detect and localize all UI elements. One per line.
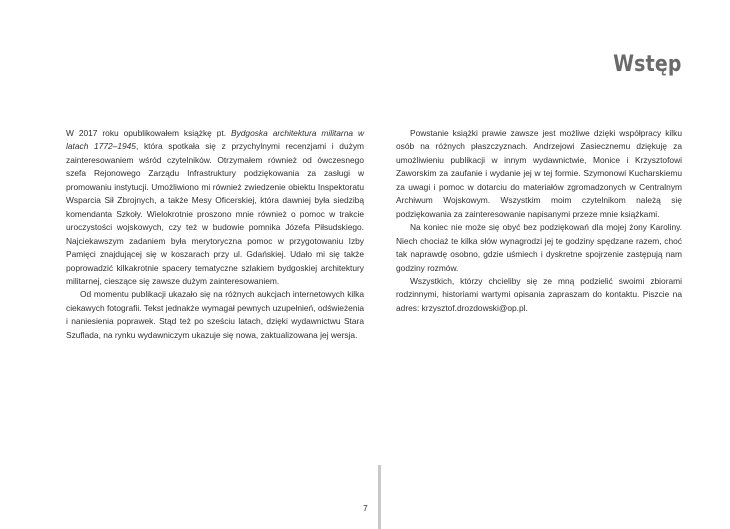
right-paragraph-1: Powstanie książki prawie zawsze jest możliwe dzięki współpracy kilku osób na różnych płaszczyznach. Andrzejowi Zasiecznemu dziękuję za umożliwieniu publikacji w innym wydawnictwie, Monice i Krzysztofowi Zaworskim za zaufanie i wydanie jej w tej formie. Szymonowi Kucharskiemu za uwagi i pomoc w dotarciu do materiałów zgromadzonych w Centralnym Archiwum Wojskowym. Wszystkim moim czytelnikom należą się podziękowania za zainteresowanie napisanymi przeze mnie książkami.: [396, 128, 682, 219]
paragraph-text: , która spotkała się z przychylnymi recenzjami i dużym zainteresowaniem wśród czytelników. Otrzymałem również od ówczesnego szefa Rejonowego Zarządu Infrastruktury podziękowania za zasługi w promowaniu instytucji. Umożliwiono mi również zwiedzenie obiektu Inspektoratu Wsparcia Sił Zbrojnych, a także Mesy Oficerskiej, która dawniej była siedzibą komendanta Szkoły. Wielokrotnie proszono mnie również o pomoc w trakcie uroczystości wojskowych, czy też w budowie pomnika Józefa Piłsudskiego. Najciekawszym zadaniem była merytoryczna pomoc w przygotowaniu Izby Pamięci znajdującej się w koszarach przy ul. Gdańskiej. Udało mi się także poprowadzić kilkakrotnie spacery tematyczne szlakiem bydgoskiej architektury militarnej, cieszące się zawsze dużym zainteresowaniem.: [66, 141, 364, 286]
right-column: [396, 127, 682, 315]
right-paragraph-2: Na koniec nie może się obyć bez podziękowań dla mojej żony Karoliny. Niech chociaż te kilka słów wynagrodzi jej te godziny spędzane razem, choć tak naprawdę osobno, gdzie uśmiech i dyskretne spojrzenie zastępują nam godziny rozmów.: [396, 222, 682, 273]
left-column: [66, 127, 364, 342]
left-paragraph-1: [66, 127, 364, 288]
page-title: Wstęp: [613, 52, 682, 77]
gutter-divider: [378, 465, 381, 529]
left-paragraph-2: Od momentu publikacji ukazało się na różnych aukcjach internetowych kilka ciekawych fotografii. Tekst jednakże wymagał pewnych uzupełnień, odświeżenia i naniesienia poprawek. Stąd też po sześciu latach, dzięki wydawnictwu Stara Szuflada, na rynku wydawniczym ukazuje się nowa, zaktualizowana jej wersja.: [66, 289, 364, 340]
page-number: 7: [363, 503, 368, 513]
right-paragraph-3: Wszystkich, którzy chcieliby się ze mną podzielić swoimi zbiorami rodzinnymi, historiami wartymi opisania zapraszam do kontaktu. Piszcie na adres: krzysztof.drozdowski@op.pl.: [396, 275, 682, 313]
paragraph-text: W 2017 roku opublikowałem książkę pt.: [66, 128, 231, 138]
book-title: Bydgoska architektura militarna w latach 1772–1945: [66, 128, 364, 152]
